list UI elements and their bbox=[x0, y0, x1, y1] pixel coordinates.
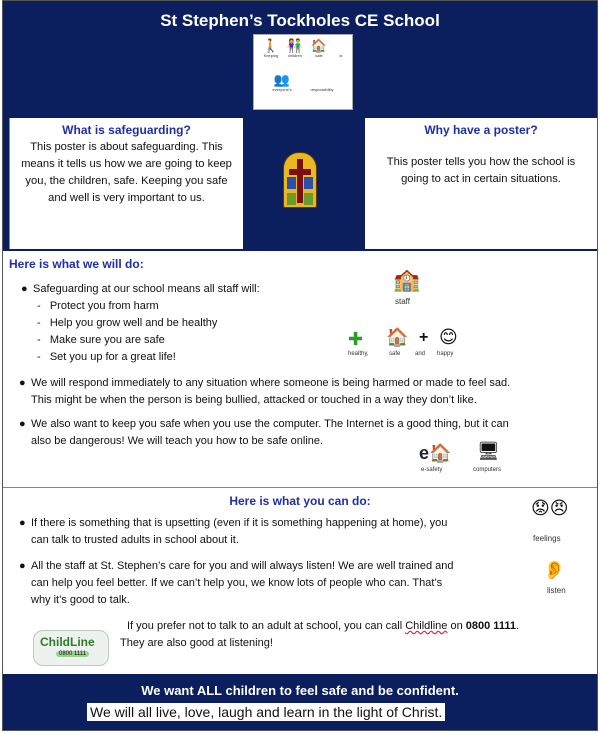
staff-icon: 🏫 bbox=[393, 267, 421, 292]
what-is-safeguarding-box bbox=[9, 118, 243, 249]
person-icon: 🚶 Keeping bbox=[262, 38, 280, 58]
footer-banner bbox=[3, 674, 597, 730]
healthy-label: healthy, bbox=[348, 351, 369, 357]
why-have-poster-box bbox=[365, 118, 597, 249]
childline-text: If you prefer not to talk to an adult at school, you can call Childline on 0800 1111. bbox=[127, 620, 520, 632]
list-item-continued: can talk to trusted adults in school about it. bbox=[31, 534, 239, 546]
everyone-icon: 👥 everyone's bbox=[272, 72, 292, 92]
list-item: - Help you grow well and be healthy bbox=[37, 317, 218, 329]
list-item: - Protect you from harm bbox=[37, 300, 159, 312]
feelings-label: feelings bbox=[533, 534, 561, 543]
what-you-can-do-section bbox=[3, 487, 597, 673]
is-icon: is bbox=[339, 53, 343, 58]
list-item-continued: This might be when the person is being bullied, attacked or touched in a way they don’t like. bbox=[31, 394, 477, 406]
symbol-card bbox=[253, 34, 353, 110]
list-item: ● All the staff at St. Stephen’s care for you and will always listen! We are well trained and bbox=[19, 560, 454, 572]
what-we-will-do-section bbox=[3, 249, 597, 486]
list-item: ● We also want to keep you safe when you use the computer. The Internet is a good thing, but it can bbox=[19, 418, 509, 430]
what-is-safeguarding-title: What is safeguarding? bbox=[62, 123, 191, 137]
computers-label: computers bbox=[473, 467, 502, 473]
header-banner bbox=[3, 1, 597, 118]
what-we-will-do-title: Here is what we will do: bbox=[9, 257, 144, 271]
footer-line-2: We will all live, love, laugh and learn in the light of Christ. bbox=[87, 703, 445, 721]
safe-label: safe bbox=[389, 351, 401, 357]
footer-line-1: We want ALL children to feel safe and be confident. bbox=[141, 683, 459, 698]
ear-icon: 👂 bbox=[543, 560, 566, 580]
list-item-continued: why it’s good to talk. bbox=[31, 594, 130, 606]
list-item: - Make sure you are safe bbox=[37, 334, 165, 346]
esafety-icon: e🏠 bbox=[419, 443, 452, 463]
happy-label: happy bbox=[437, 351, 454, 357]
plus-icon: + bbox=[419, 329, 429, 346]
what-you-can-do-title: Here is what you can do: bbox=[229, 494, 371, 508]
childline-listening-text: They are also good at listening! bbox=[120, 637, 273, 649]
list-item: - Set you up for a great life! bbox=[37, 351, 176, 363]
info-row bbox=[3, 118, 597, 249]
healthy-icon: ✚ bbox=[348, 329, 364, 349]
what-is-safeguarding-text: This poster is about safeguarding. This means it tells us how we are going to keep you, the children, safe. Keeping you safe and well is very important to us. bbox=[21, 141, 232, 204]
list-item: ● If there is something that is upsetting (even if it is something happening at home), you bbox=[19, 517, 448, 529]
feelings-icon: 😟😠 bbox=[531, 498, 569, 518]
list-item: ● We will respond immediately to any situation where someone is being harmed or made to feel sad. bbox=[19, 377, 511, 389]
and-label: and bbox=[415, 351, 426, 357]
stained-glass-cross-icon bbox=[283, 152, 317, 208]
list-item: ● Safeguarding at our school means all staff will: bbox=[21, 283, 260, 295]
staff-label: staff bbox=[395, 297, 410, 306]
listen-label: listen bbox=[547, 586, 566, 595]
list-item-continued: can help you feel better. If we can’t help you, we know lots of people who can. That’s bbox=[31, 577, 443, 589]
safeguarding-poster bbox=[2, 0, 598, 731]
happy-icon: 😊 bbox=[439, 327, 458, 347]
responsibility-icon: responsibility bbox=[310, 87, 334, 92]
childline-logo: ChildLine 0800 1111 bbox=[33, 630, 109, 666]
esafety-label: e-safety bbox=[421, 467, 443, 473]
why-have-poster-text: This poster tells you how the school is going to act in certain situations. bbox=[386, 156, 576, 185]
list-item-continued: also be dangerous! We will teach you how to be safe online. bbox=[31, 435, 324, 447]
computer-icon: 🖥 bbox=[477, 441, 500, 461]
why-have-poster-title: Why have a poster? bbox=[424, 123, 538, 137]
children-icon: 👫 children bbox=[286, 38, 304, 58]
safe-icon: 🏠 safe bbox=[310, 38, 328, 58]
safe-icon: 🏠 bbox=[386, 327, 409, 347]
school-title: St Stephen’s Tockholes CE School bbox=[160, 11, 440, 30]
